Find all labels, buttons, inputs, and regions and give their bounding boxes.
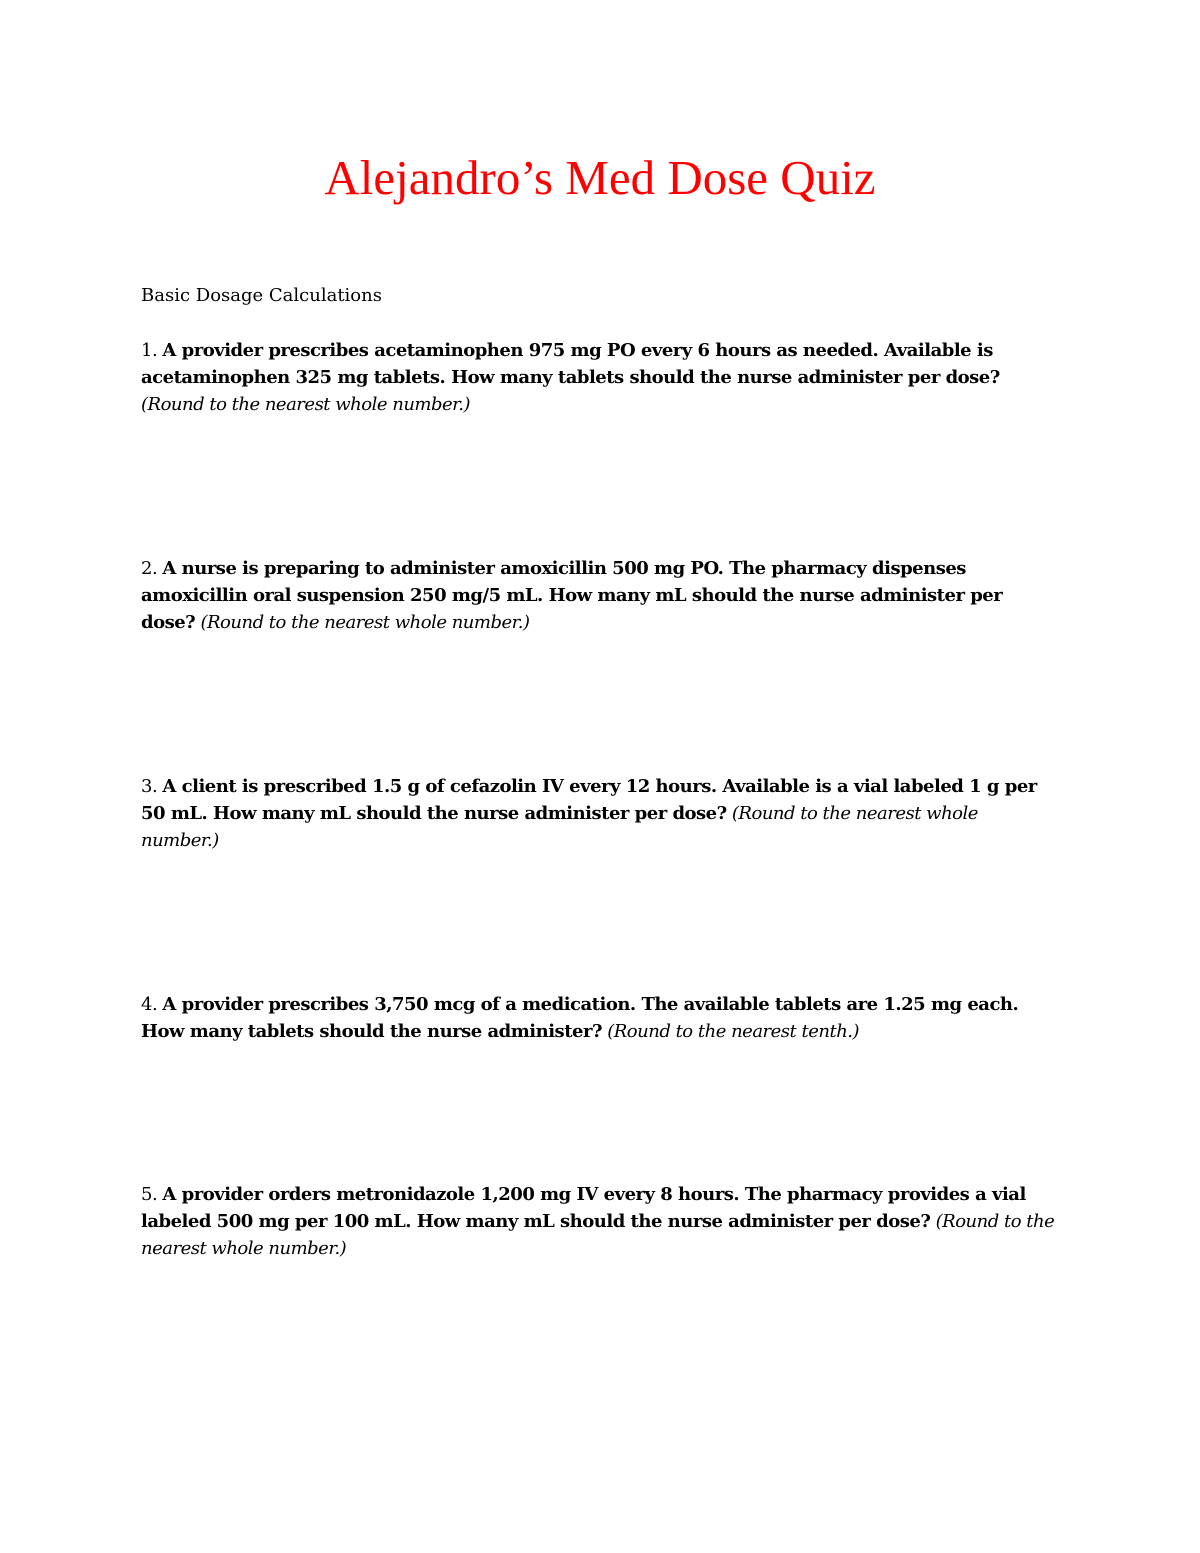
question-text: A nurse is preparing to administer amoxicillin 500 mg PO. The pharmacy dispenses amoxicillin oral suspension 250 mg/5 mL. How many mL should the nurse administer per dose? [141,558,1003,633]
rounding-hint: (Round to the nearest tenth.) [607,1021,860,1042]
question-5 [141,1181,1056,1262]
question-number: 3. [141,776,158,797]
rounding-hint: (Round to the nearest whole number.) [141,1211,1055,1259]
question-1 [141,337,1056,418]
question-text: A client is prescribed 1.5 g of cefazolin IV every 12 hours. Available is a vial labeled 1 g per 50 mL. How many mL should the nurse administer per dose? [141,776,1037,824]
rounding-hint: (Round to the nearest whole number.) [141,803,978,851]
section-heading: Basic Dosage Calculations [141,285,382,306]
question-text: A provider orders metronidazole 1,200 mg IV every 8 hours. The pharmacy provides a vial labeled 500 mg per 100 mL. How many mL should the nurse administer per dose? [141,1184,1026,1232]
question-text: A provider prescribes 3,750 mcg of a medication. The available tablets are 1.25 mg each. How many tablets should the nurse administer? [141,994,1019,1042]
question-4 [141,991,1056,1045]
question-3 [141,773,1056,854]
rounding-hint: (Round to the nearest whole number.) [200,612,530,633]
question-text: A provider prescribes acetaminophen 975 mg PO every 6 hours as needed. Available is acetaminophen 325 mg tablets. How many tablets should the nurse administer per dose? [141,340,1000,388]
question-2 [141,555,1056,636]
rounding-hint: (Round to the nearest whole number.) [141,394,471,415]
question-number: 4. [141,994,158,1015]
question-number: 2. [141,558,158,579]
document-title: Alejandro’s Med Dose Quiz [324,150,876,205]
question-number: 1. [141,340,158,361]
question-number: 5. [141,1184,158,1205]
